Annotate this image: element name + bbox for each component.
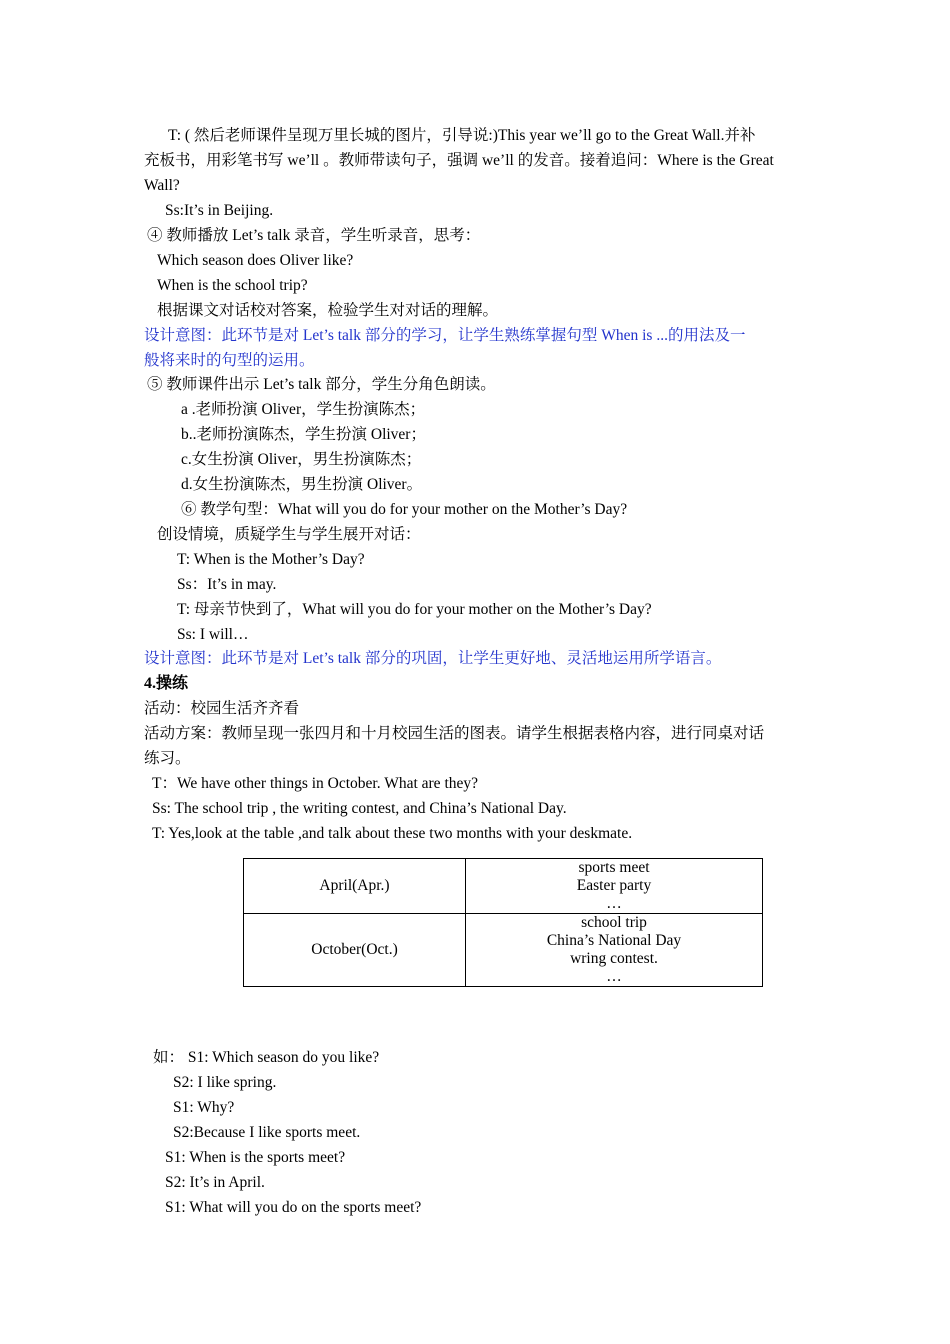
dialogue-line: T：We have other things in October. What are they?	[152, 775, 479, 792]
paragraph-line: T: ( 然后老师课件呈现万里长城的图片，引导说:)This year we’ll go to the Great Wall.并补	[168, 127, 756, 144]
example-dialogue-line: S2: It’s in April.	[165, 1174, 265, 1191]
dialogue-line: Ss: The school trip , the writing contest, and China’s National Day.	[152, 800, 567, 817]
event-item: wring contest.	[570, 950, 658, 967]
example-dialogue-line: S2: I like spring.	[173, 1074, 277, 1091]
design-intent-note: 般将来时的句型的运用。	[144, 352, 315, 369]
dialogue-line: Ss：It’s in may.	[177, 576, 277, 593]
table-row	[244, 859, 763, 914]
event-item: …	[606, 968, 622, 985]
section-heading: 4.操练	[144, 675, 189, 692]
step-heading: ④ 教师播放 Let’s talk 录音，学生听录音，思考：	[147, 227, 481, 244]
month-cell: April(Apr.)	[244, 859, 466, 914]
paragraph-line: Wall?	[144, 177, 180, 194]
table-row	[244, 914, 763, 987]
design-intent-note: 设计意图：此环节是对 Let’s talk 部分的巩固，让学生更好地、灵活地运用所学语言。	[144, 650, 722, 667]
dialogue-line: T: When is the Mother’s Day?	[177, 551, 365, 568]
example-dialogue-line: S1: Why?	[173, 1099, 235, 1116]
step-heading: ⑤ 教师课件出示 Let’s talk 部分，学生分角色朗读。	[147, 376, 496, 393]
dialogue-line: T: 母亲节快到了，What will you do for your mother on the Mother’s Day?	[177, 601, 652, 618]
example-dialogue-line: 如： S1: Which season do you like?	[153, 1049, 380, 1066]
month-cell: October(Oct.)	[244, 914, 466, 987]
dialogue-line: Ss: I will…	[177, 626, 249, 643]
role-list-item: c.女生扮演 Oliver，男生扮演陈杰；	[181, 451, 422, 468]
activity-plan: 活动方案：教师呈现一张四月和十月校园生活的图表。请学生根据表格内容，进行同桌对话	[144, 725, 765, 742]
dialogue-line: Ss:It’s in Beijing.	[165, 202, 274, 219]
event-item: China’s National Day	[546, 932, 682, 949]
design-intent-note: 设计意图：此环节是对 Let’s talk 部分的学习，让学生熟练掌握句型 When is ...的用法及一	[144, 327, 746, 344]
role-list-item: d.女生扮演陈杰，男生扮演 Oliver。	[181, 476, 423, 493]
event-item: sports meet	[578, 859, 650, 876]
events-cell	[466, 859, 763, 914]
activity-plan: 练习。	[144, 750, 191, 767]
question-line: When is the school trip?	[157, 277, 308, 294]
paragraph-line: 根据课文对话校对答案，检验学生对对话的理解。	[157, 302, 499, 319]
example-dialogue-line: S1: What will you do on the sports meet?	[165, 1199, 422, 1216]
paragraph-line: 充板书，用彩笔书写 we’ll 。教师带读句子，强调 we’ll 的发音。接着追问：Where is the Great	[144, 152, 774, 169]
step-heading: ⑥ 教学句型：What will you do for your mother on the Mother’s Day?	[181, 501, 628, 518]
paragraph-line: 创设情境，质疑学生与学生展开对话：	[157, 526, 421, 543]
example-dialogue-line: S1: When is the sports meet?	[165, 1149, 346, 1166]
role-list-item: b..老师扮演陈杰，学生扮演 Oliver；	[181, 426, 426, 443]
event-item: Easter party	[576, 877, 652, 894]
activity-title: 活动：校园生活齐齐看	[144, 700, 300, 717]
example-dialogue-line: S2:Because I like sports meet.	[173, 1124, 361, 1141]
event-item: …	[606, 895, 622, 912]
event-item: school trip	[581, 914, 647, 931]
school-life-table	[243, 858, 763, 987]
question-line: Which season does Oliver like?	[157, 252, 354, 269]
events-cell	[466, 914, 763, 987]
role-list-item: a .老师扮演 Oliver，学生扮演陈杰；	[181, 401, 426, 418]
dialogue-line: T: Yes,look at the table ,and talk about these two months with your deskmate.	[152, 825, 633, 842]
